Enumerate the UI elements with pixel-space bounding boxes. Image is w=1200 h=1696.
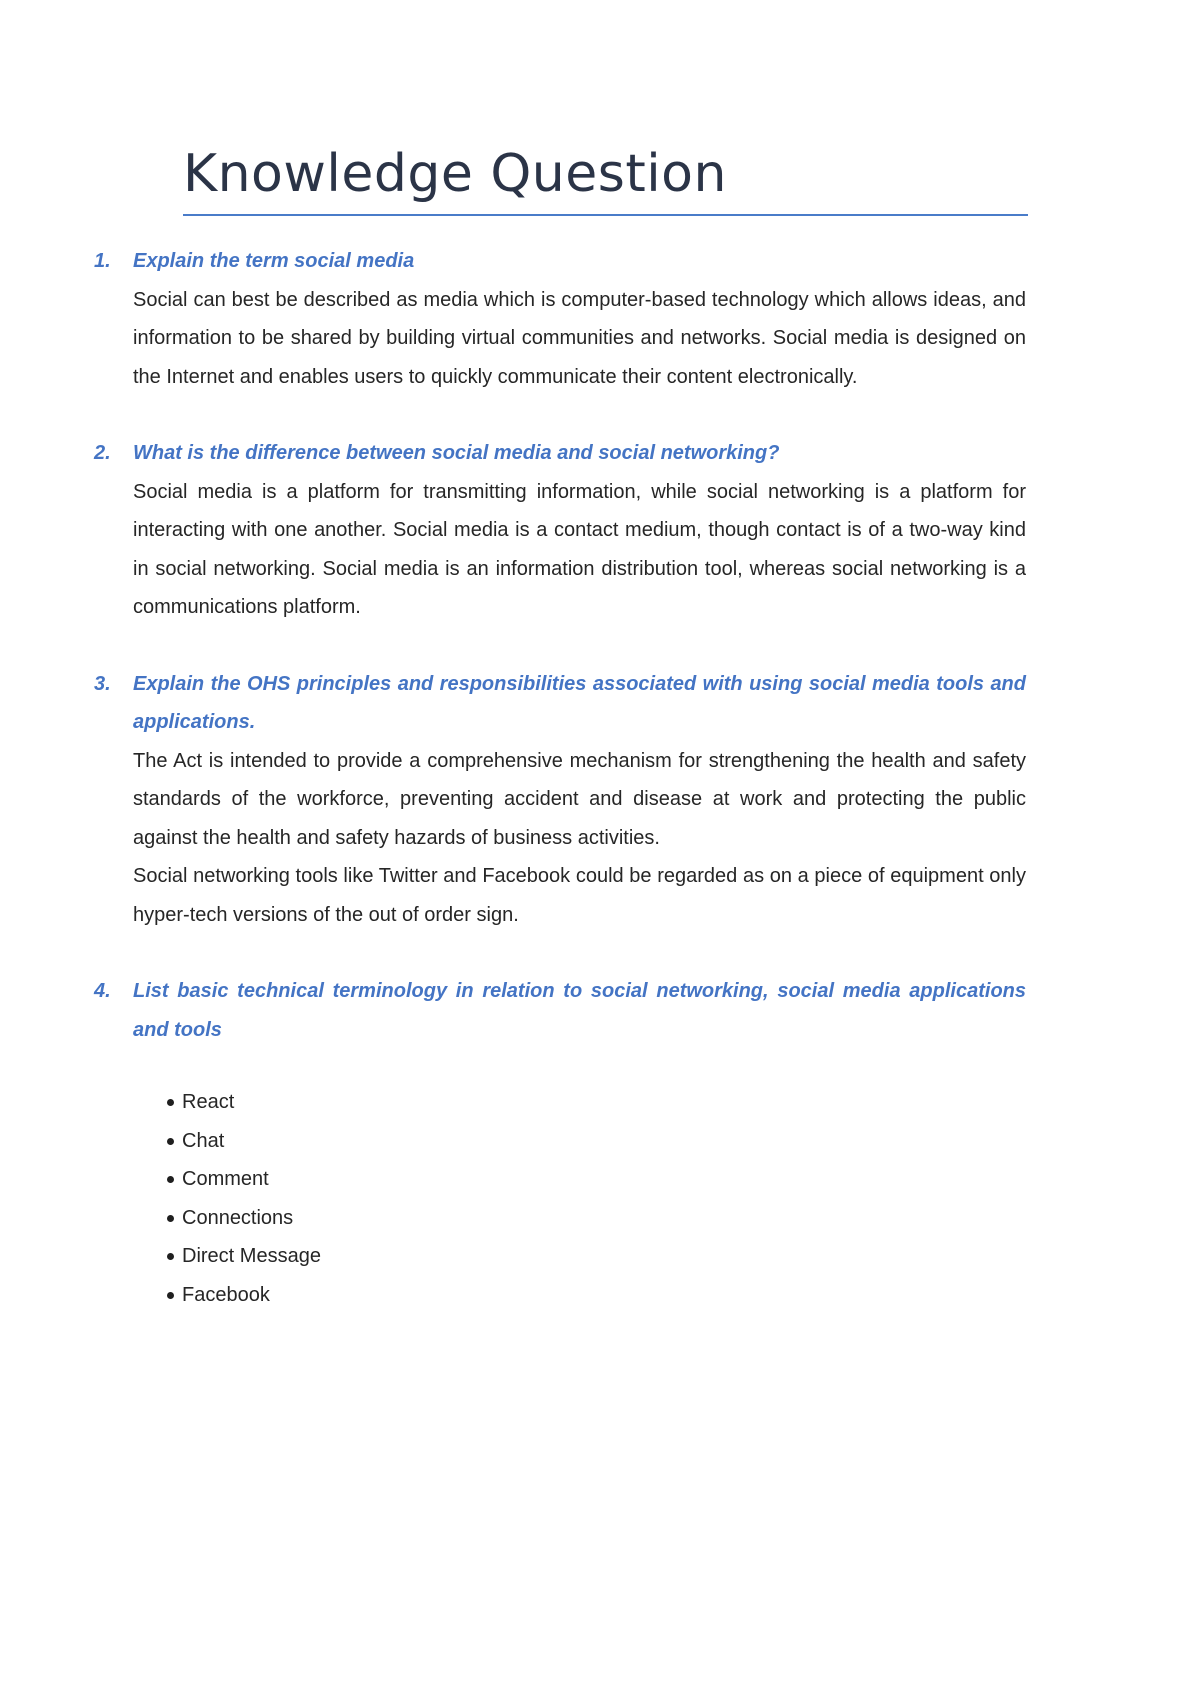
question-heading: What is the difference between social media and social networking? [133,442,780,464]
question-heading: List basic technical terminology in relation to social networking, social media applications and tools [133,980,1026,1041]
list-item [167,1122,1200,1161]
bullet-icon [167,1138,174,1145]
answer-paragraph: The Act is intended to provide a comprehensive mechanism for strengthening the health and safety standards of the workforce, preventing accident and disease at work and protecting the public against the health and safety hazards of business activities. [133,749,1026,849]
list-item [167,1276,1200,1315]
list-item [167,1237,1200,1276]
terminology-list [167,1083,1200,1314]
answer-paragraph: Social media is a platform for transmitting information, while social networking is a platform for interacting with one another. Social media is a contact medium, though contact is of a two-way kind in social networking. Social media is an information distribution tool, whereas social networking is a communications platform. [133,480,1026,618]
bullet-icon [167,1176,174,1183]
question-number: 2. [94,442,111,464]
question-item [0,665,1200,935]
list-item [167,1160,1200,1199]
answer-paragraph: Social can best be described as media which is computer-based technology which allows ideas, and information to be shared by building virtual communities and networks. Social media is designed on the Internet and enables users to quickly communicate their content electronically. [133,288,1026,388]
list-item [167,1199,1200,1238]
term-label: Connections [182,1206,294,1229]
question-number: 3. [94,672,111,695]
question-number: 1. [94,250,111,272]
bullet-icon [167,1099,174,1106]
term-label: Chat [182,1129,225,1152]
bullet-icon [167,1292,174,1299]
question-heading: Explain the term social media [133,250,415,272]
question-item [0,434,1200,627]
term-label: Direct Message [182,1245,321,1267]
term-label: React [182,1091,235,1113]
page-title: Knowledge Question [183,144,727,204]
question-number: 4. [94,980,111,1002]
question-heading: Explain the OHS principles and responsibilities associated with using social media tools and applications. [133,672,1026,733]
list-item [167,1083,1200,1122]
term-label: Comment [182,1168,269,1190]
question-item [0,242,1200,396]
answer-paragraph: Social networking tools like Twitter and Facebook could be regarded as on a piece of equipment only hyper-tech versions of the out of order sign. [133,865,1026,926]
title-underline [183,214,1028,216]
question-item [0,972,1200,1314]
bullet-icon [167,1215,174,1222]
term-label: Facebook [182,1283,270,1306]
question-list [0,242,1200,1352]
bullet-icon [167,1253,174,1260]
